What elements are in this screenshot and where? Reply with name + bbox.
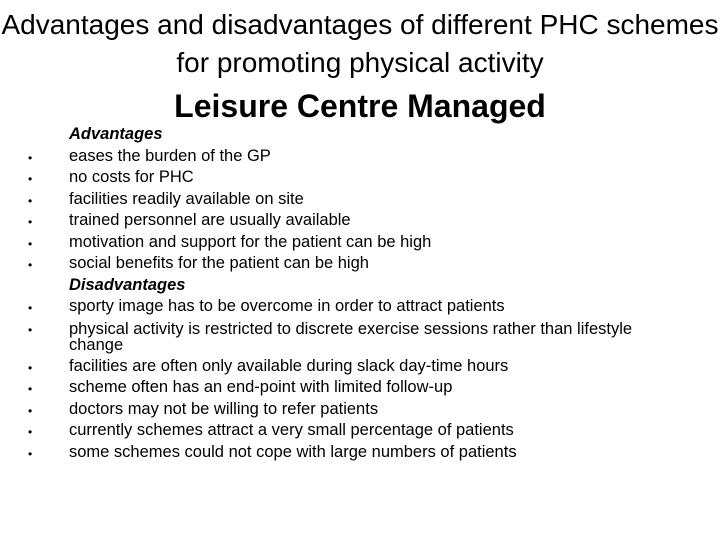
bullet-icon: • [28, 446, 33, 461]
bullet-icon: • [28, 382, 33, 396]
bullet-icon: • [28, 193, 33, 208]
list-item: • doctors may not be willing to refer patients [28, 399, 668, 421]
slide-subtitle: Leisure Centre Managed [174, 88, 546, 124]
list-item: • social benefits for the patient can be high [28, 253, 668, 275]
bullet-icon: • [28, 322, 33, 337]
slide-title: Advantages and disadvantages of different PHC schemes for promoting physical activity [1, 9, 719, 78]
bullet-icon: • [28, 301, 33, 315]
advantages-list [28, 146, 668, 275]
list-item: • currently schemes attract a very small percentage of patients [28, 420, 668, 442]
disadvantages-heading: Disadvantages [69, 275, 186, 294]
list-item: • no costs for PHC [28, 167, 668, 189]
advantages-heading: Advantages [69, 125, 163, 143]
list-item: • trained personnel are usually available [28, 210, 668, 232]
list-item: • sporty image has to be overcome in order to attract patients [28, 296, 668, 318]
list-item: • motivation and support for the patient can be high [28, 232, 668, 254]
bullet-icon: • [28, 258, 33, 272]
bullet-icon: • [28, 236, 33, 251]
list-item: • physical activity is restricted to discrete exercise sessions rather than lifestyle change [28, 319, 633, 354]
bullet-icon: • [28, 172, 33, 186]
slide-body [28, 124, 668, 463]
list-item: • scheme often has an end-point with limited follow-up [28, 377, 668, 399]
bullet-icon: • [28, 215, 33, 229]
list-item: • facilities readily available on site [28, 189, 668, 211]
list-item: • eases the burden of the GP [28, 146, 668, 168]
list-item: • some schemes could not cope with large numbers of patients [28, 442, 668, 464]
bullet-icon: • [28, 403, 33, 418]
bullet-icon: • [28, 425, 33, 439]
disadvantages-list [28, 296, 668, 463]
bullet-icon: • [28, 360, 33, 375]
bullet-icon: • [28, 150, 33, 165]
list-item: • facilities are often only available during slack day-time hours [28, 356, 668, 378]
